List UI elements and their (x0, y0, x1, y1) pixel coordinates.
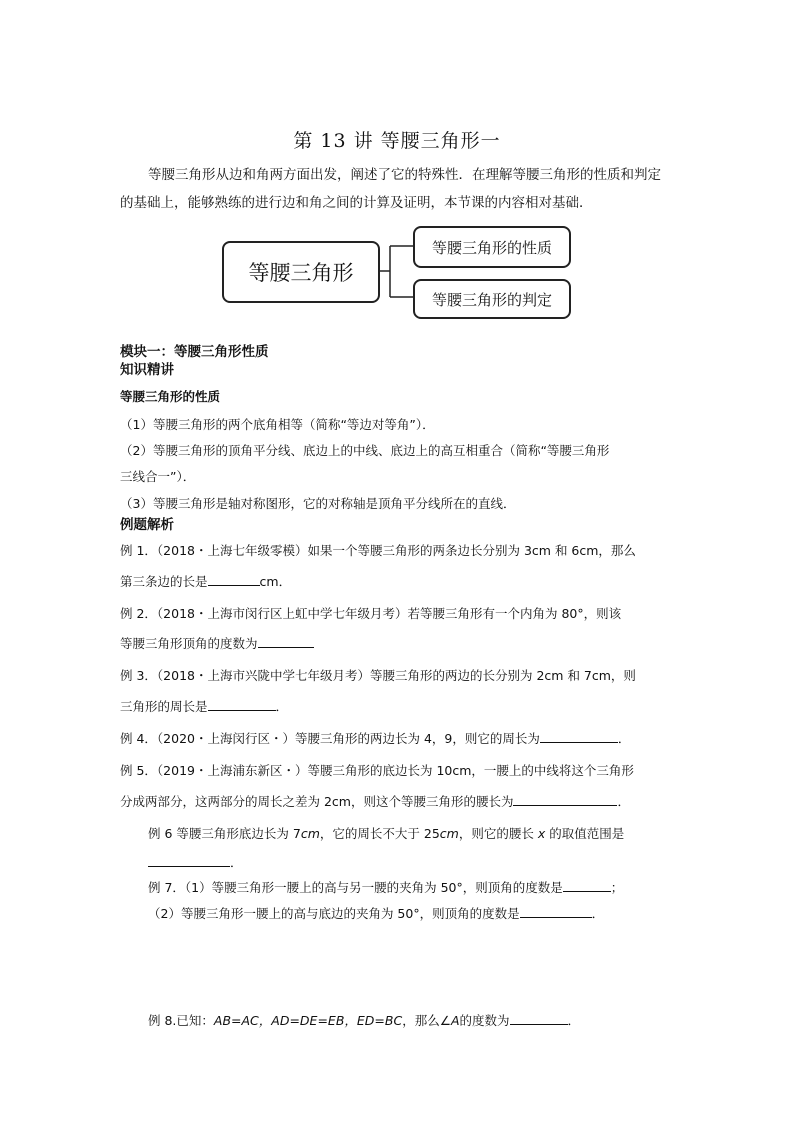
property-2-line-1: （2）等腰三角形的顶角平分线、底边上的中线、底边上的高互相重合（简称“等腰三角形 (120, 443, 610, 458)
example-1-line-2 (120, 572, 291, 590)
example-7-part-2-text: （2）等腰三角形一腰上的高与底边的夹角为 50°，则顶角的度数是 (148, 906, 520, 921)
examples-heading: 例题解析 (120, 517, 174, 533)
example-6-variable: x (537, 826, 546, 841)
example-8-answer-blank[interactable] (510, 1012, 568, 1025)
example-8-conditions: AB=AC，AD=DE=EB，ED=BC (213, 1013, 403, 1028)
property-2-line-2: 三线合一”）． (120, 469, 196, 484)
diagram-branch-criteria: 等腰三角形的判定 (413, 279, 571, 319)
example-6-line-2 (148, 853, 243, 871)
diagram-connector (378, 240, 418, 304)
example-4-text: 例 4．（2020・上海闵行区・）等腰三角形的两边长为 4，9，则它的周长为 (120, 731, 540, 746)
example-3-period: ． (275, 699, 289, 714)
example-8-angle-vertex: A (450, 1013, 460, 1028)
example-4 (120, 729, 630, 747)
example-3-answer-blank[interactable] (208, 698, 276, 711)
example-3-line-2 (120, 697, 288, 715)
example-7-line-1 (148, 878, 623, 896)
example-6-text-a: 例 6 等腰三角形底边长为 7 (148, 826, 301, 841)
example-6-answer-blank[interactable] (148, 854, 230, 867)
diagram-branch-properties: 等腰三角形的性质 (413, 226, 571, 268)
knowledge-heading: 知识精讲 (120, 362, 174, 378)
example-1-text: 第三条边的长是 (120, 574, 208, 589)
example-6-period: ． (230, 855, 243, 870)
example-6-text-d: 的取值范围是 (549, 826, 625, 841)
example-8-text-b: ，那么∠ (402, 1013, 451, 1028)
example-1-line-1: 例 1．（2018・上海七年级零模）如果一个等腰三角形的两条边长分别为 3cm 和 6cm，那么 (120, 543, 636, 558)
example-1-unit: cm． (259, 574, 292, 589)
module-heading: 模块一：等腰三角形性质 (120, 344, 269, 360)
example-4-period: ． (617, 731, 631, 746)
example-5-period: ． (617, 794, 630, 809)
example-5-line-1: 例 5．（2019・上海浦东新区・）等腰三角形的底边长为 10cm，一腰上的中线将这个三角形 (120, 763, 634, 778)
example-6-unit-1: cm (300, 826, 320, 841)
example-3-text: 三角形的周长是 (120, 699, 208, 714)
example-2-text: 等腰三角形顶角的度数为 (120, 636, 258, 651)
example-4-answer-blank[interactable] (540, 730, 618, 743)
example-2-answer-blank[interactable] (258, 635, 314, 648)
example-2-line-2 (120, 634, 314, 652)
property-3: （3）等腰三角形是轴对称图形，它的对称轴是顶角平分线所在的直线． (120, 496, 516, 511)
example-8-text-a: 例 8.已知： (148, 1013, 214, 1028)
example-7-semicolon: ； (610, 880, 624, 895)
example-7-part-2-blank[interactable] (520, 905, 592, 918)
example-5-answer-blank[interactable] (513, 793, 617, 806)
example-8 (148, 1011, 580, 1029)
example-6-unit-2: cm (439, 826, 459, 841)
example-6-text-b: ，它的周长不大于 25 (319, 826, 440, 841)
example-3-line-1: 例 3．（2018・上海市兴陇中学七年级月考）等腰三角形的两边的长分别为 2cm 和 7cm，则 (120, 668, 636, 683)
example-8-period: ． (567, 1013, 581, 1028)
example-6-line-1 (148, 824, 624, 842)
properties-heading: 等腰三角形的性质 (120, 389, 221, 404)
example-5-text: 分成两部分，这两部分的周长之差为 2cm，则这个等腰三角形的腰长为 (120, 794, 514, 809)
intro-line-2: 的基础上，能够熟练的进行边和角之间的计算及证明，本节课的内容相对基础． (120, 195, 593, 211)
example-6-text-c: ，则它的腰长 (458, 826, 534, 841)
example-5-line-2 (120, 792, 630, 810)
example-8-text-c: 的度数为 (459, 1013, 510, 1028)
example-7-part-1-text: 例 7．（1）等腰三角形一腰上的高与另一腰的夹角为 50°，则顶角的度数是 (148, 880, 563, 895)
example-2-line-1: 例 2．（2018・上海市闵行区上虹中学七年级月考）若等腰三角形有一个内角为 80°，则该 (120, 606, 622, 621)
property-1: （1）等腰三角形的两个底角相等（简称“等边对等角”）． (120, 417, 435, 432)
diagram-main-node: 等腰三角形 (222, 241, 380, 303)
example-1-answer-blank[interactable] (208, 573, 260, 586)
example-7-part-1-blank[interactable] (563, 879, 611, 892)
example-7-line-2 (148, 904, 604, 922)
page-title: 第 13 讲 等腰三角形一 (293, 130, 501, 152)
example-7-period: ． (591, 906, 605, 921)
intro-line-1: 等腰三角形从边和角两方面出发，阐述了它的特殊性．在理解等腰三角形的性质和判定 (148, 167, 661, 183)
